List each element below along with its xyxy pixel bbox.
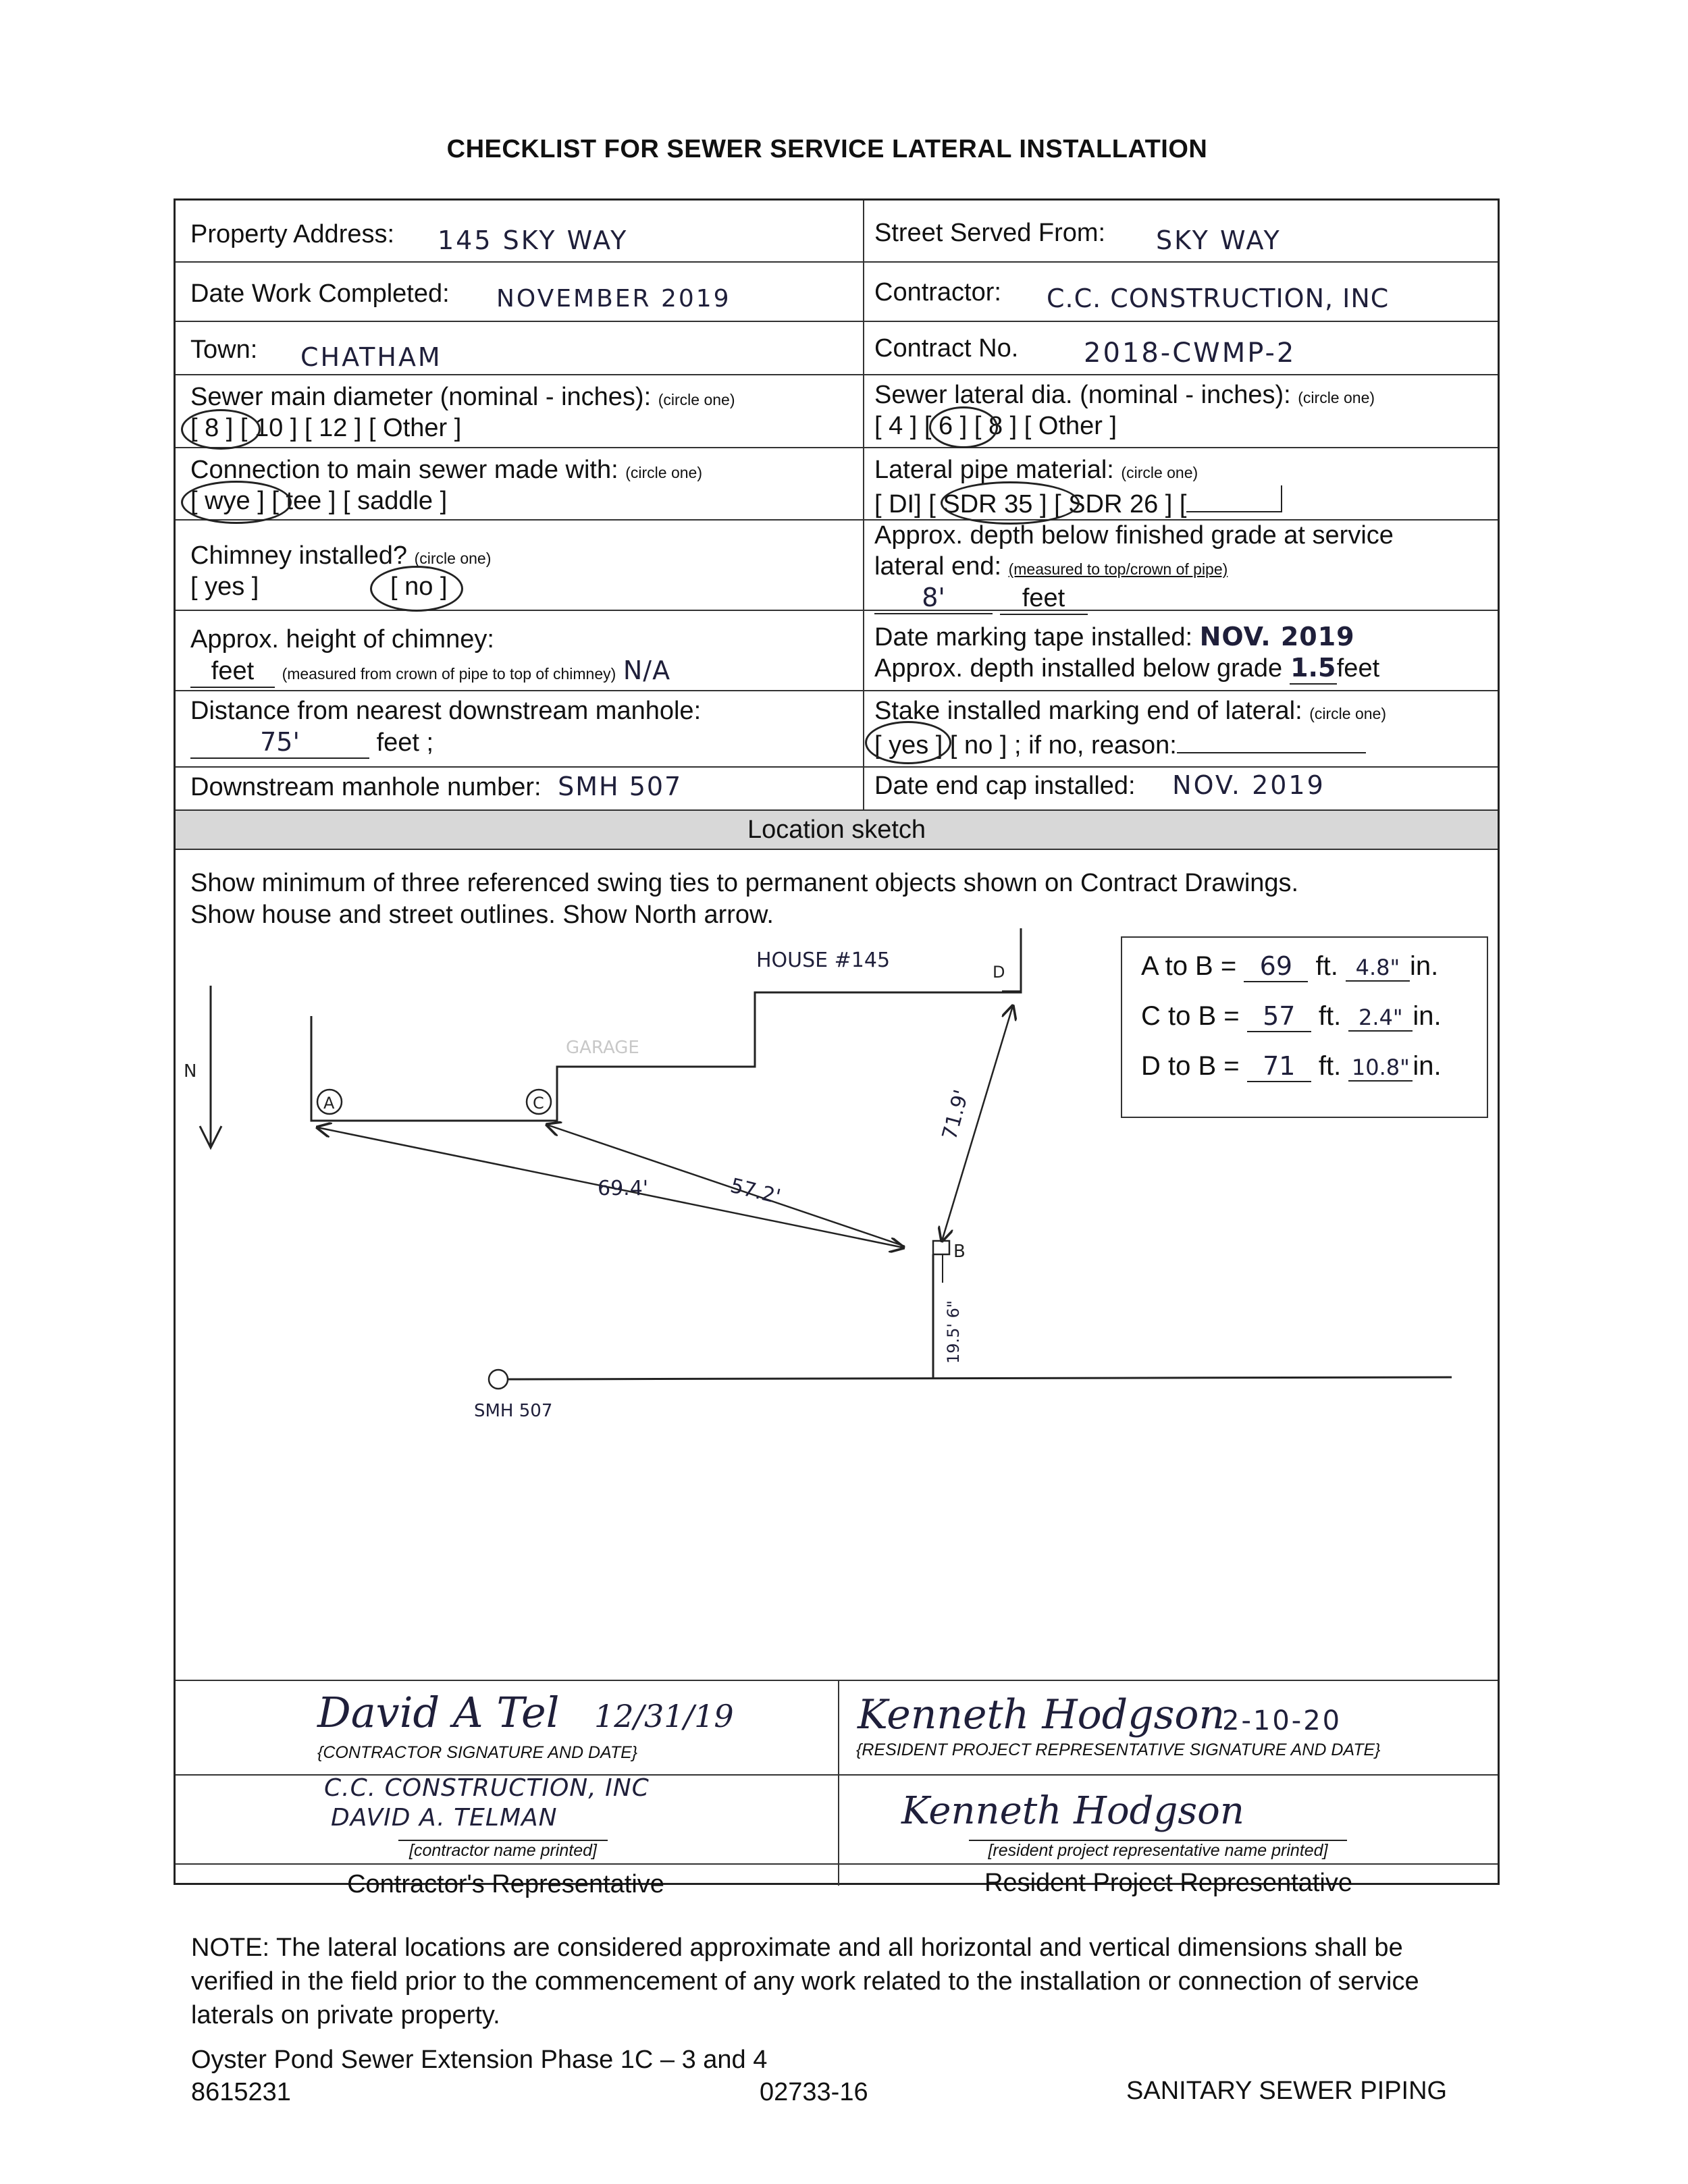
swing-tie-box bbox=[1121, 936, 1488, 1118]
distance-value-line: 75' feet ; bbox=[190, 726, 433, 759]
manhole-label: Downstream manhole number: SMH 507 bbox=[190, 772, 683, 801]
contractor-signature-caption: {CONTRACTOR SIGNATURE AND DATE} bbox=[317, 1743, 638, 1762]
footer-section: 02733-16 bbox=[760, 2078, 868, 2106]
resident-rep-label: Resident Project Representative bbox=[984, 1869, 1352, 1897]
dim-lateral-label: 19.5' 6" bbox=[944, 1300, 963, 1364]
main-diameter-options: [ 8 ] [ 10 ] [ 12 ] [ Other ] bbox=[190, 414, 462, 442]
lateral-dia-options: [ 4 ] [ 6 ] [ 8 ] [ Other ] bbox=[874, 412, 1117, 440]
town-label: Town: bbox=[190, 336, 258, 364]
chimney-no-option: [ no ] bbox=[390, 572, 448, 601]
chimney-height-label: Approx. height of chimney: bbox=[190, 625, 494, 654]
contractor-label: Contractor: bbox=[874, 278, 1001, 307]
house-label: HOUSE #145 bbox=[756, 949, 891, 972]
material-label: Lateral pipe material: (circle one) bbox=[874, 456, 1198, 484]
resident-signature: Kenneth Hodgson bbox=[858, 1691, 1225, 1738]
depth-value-line: 8' feet bbox=[874, 582, 1088, 615]
property-address-value: 145 SKY WAY bbox=[438, 225, 629, 255]
chimney-yes-option: [ yes ] bbox=[190, 572, 259, 601]
contractor-signature-date: 12/31/19 bbox=[594, 1698, 734, 1734]
contractor-name-caption: [contractor name printed] bbox=[398, 1840, 608, 1861]
contractor-rep-label: Contractor's Representative bbox=[347, 1870, 664, 1898]
material-options: [ DI] [ SDR 35 ] [ SDR 26 ] [ bbox=[874, 485, 1282, 520]
footer-project: Oyster Pond Sewer Extension Phase 1C – 3 and 4 bbox=[191, 2046, 768, 2074]
stake-options: [ yes ] [ no ] ; if no, reason: bbox=[874, 726, 1366, 761]
street-served-value: SKY WAY bbox=[1156, 225, 1282, 255]
tape-date-label: Date marking tape installed: NOV. 2019 bbox=[874, 622, 1355, 651]
contractor-signature: David A Tel bbox=[317, 1688, 560, 1737]
connection-options: [ wye ] [ tee ] [ saddle ] bbox=[190, 487, 448, 515]
point-c-label: C bbox=[533, 1094, 544, 1113]
date-completed-label: Date Work Completed: bbox=[190, 279, 450, 308]
note-paragraph: NOTE: The lateral locations are considered approximate and all horizontal and vertical dimensions shall be verified in the field prior to the commencement of any work related to the installation or connection of service laterals on private property. bbox=[191, 1934, 1419, 2029]
tape-depth-label: Approx. depth installed below grade 1.5feet bbox=[874, 652, 1379, 685]
chimney-height-line: feet (measured from crown of pipe to top of chimney) N/A bbox=[190, 655, 670, 689]
street-line bbox=[508, 1377, 1452, 1379]
lateral-dia-label: Sewer lateral dia. (nominal - inches): (circle one) bbox=[874, 381, 1375, 409]
footer-number: 8615231 bbox=[191, 2078, 291, 2106]
main-diameter-label: Sewer main diameter (nominal - inches): (circle one) bbox=[190, 383, 735, 411]
dim-ab-label: 69.4' bbox=[598, 1177, 649, 1200]
contractor-name-printed: DAVID A. TELMAN bbox=[331, 1804, 558, 1832]
sketch-instructions-1: Show minimum of three referenced swing ties to permanent objects shown on Contract Drawings. bbox=[190, 869, 1299, 897]
date-completed-value: NOVEMBER 2019 bbox=[496, 285, 731, 313]
point-b-marker bbox=[933, 1241, 949, 1254]
house-outline bbox=[311, 928, 1021, 1121]
stake-label: Stake installed marking end of lateral: (circle one) bbox=[874, 697, 1387, 725]
manhole-marker bbox=[489, 1370, 508, 1389]
chimney-label: Chimney installed? (circle one) bbox=[190, 541, 492, 570]
contract-no-value: 2018-CWMP-2 bbox=[1084, 338, 1296, 369]
contractor-value: C.C. CONSTRUCTION, INC bbox=[1047, 284, 1390, 313]
resident-signature-date: 2-10-20 bbox=[1222, 1705, 1342, 1736]
garage-label: GARAGE bbox=[566, 1038, 639, 1058]
endcap-label: Date end cap installed: NOV. 2019 bbox=[874, 770, 1325, 800]
contract-no-label: Contract No. bbox=[874, 334, 1019, 363]
point-a-label: A bbox=[323, 1094, 335, 1113]
tie-row-ab: A to B = 69 ft. 4.8" in. bbox=[1141, 951, 1439, 981]
resident-name-printed: Kenneth Hodgson bbox=[901, 1789, 1244, 1833]
point-b-label: B bbox=[953, 1242, 966, 1262]
depth-label-1: Approx. depth below finished grade at service bbox=[874, 521, 1394, 550]
location-sketch-header: Location sketch bbox=[176, 809, 1498, 850]
dim-cb-label: 57.2' bbox=[728, 1173, 783, 1209]
manhole-label: SMH 507 bbox=[474, 1401, 553, 1421]
distance-label: Distance from nearest downstream manhole: bbox=[190, 697, 702, 725]
depth-label-2: lateral end: (measured to top/crown of pipe) bbox=[874, 552, 1228, 581]
property-address-label: Property Address: bbox=[190, 220, 395, 248]
resident-name-caption: [resident project representative name printed] bbox=[969, 1840, 1347, 1861]
page-title: CHECKLIST FOR SEWER SERVICE LATERAL INSTALLATION bbox=[446, 135, 1208, 163]
connection-label: Connection to main sewer made with: (circle one) bbox=[190, 456, 702, 484]
tie-row-db: D to B = 71 ft. 10.8" in. bbox=[1141, 1051, 1442, 1081]
tie-row-cb: C to B = 57 ft. 2.4" in. bbox=[1141, 1001, 1442, 1031]
contractor-company: C.C. CONSTRUCTION, INC bbox=[324, 1774, 650, 1802]
town-value: CHATHAM bbox=[300, 342, 442, 372]
street-served-label: Street Served From: bbox=[874, 219, 1106, 247]
footer-category: SANITARY SEWER PIPING bbox=[1126, 2077, 1448, 2105]
dim-db-label: 71.9' bbox=[937, 1087, 974, 1143]
resident-signature-caption: {RESIDENT PROJECT REPRESENTATIVE SIGNATURE AND DATE} bbox=[856, 1740, 1381, 1759]
point-d-label: D bbox=[993, 963, 1005, 982]
sketch-instructions-2: Show house and street outlines. Show North arrow. bbox=[190, 901, 774, 929]
north-label: N bbox=[184, 1061, 197, 1082]
